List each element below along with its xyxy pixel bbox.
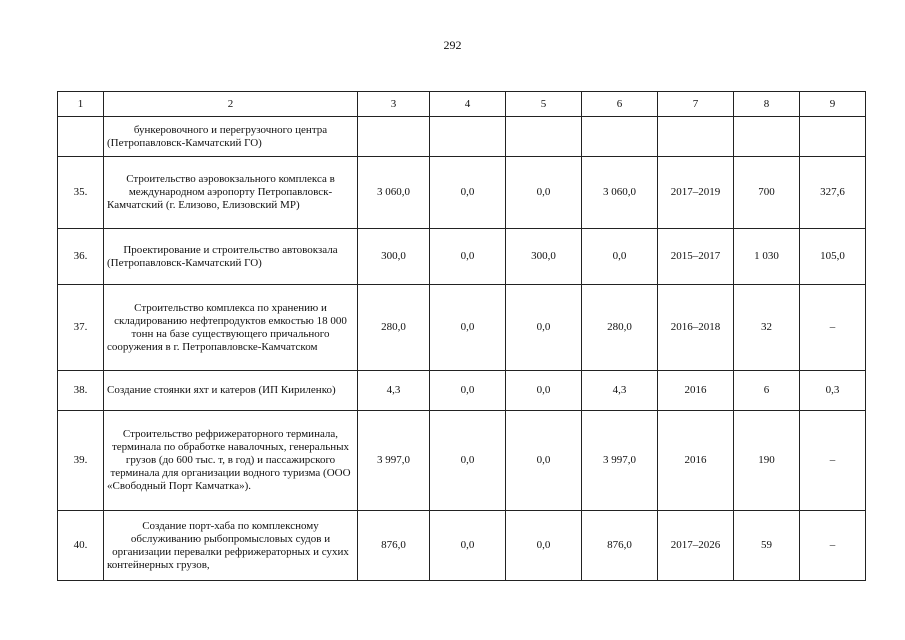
project-description: Создание стоянки яхт и катеров (ИП Кириленко): [104, 371, 358, 411]
header-cell: 1: [58, 92, 104, 117]
cell-col9: –: [800, 511, 866, 581]
cell-col7: 2016: [658, 411, 734, 511]
project-description: Создание порт-хаба по комплексному обслуживанию рыбопромысловых судов и организации перевалки рефрижераторных и сухих контейнерных грузов,: [104, 511, 358, 581]
project-description: Строительство комплекса по хранению и складированию нефтепродуктов емкостью 18 000 тонн на базе существующего причального сооружения в г. Петропавловске-Камчатском: [104, 285, 358, 371]
header-cell: 8: [734, 92, 800, 117]
cell-col6: 4,3: [582, 371, 658, 411]
row-number: 40.: [58, 511, 104, 581]
table-row: [58, 371, 866, 411]
cell-col4: 0,0: [430, 511, 506, 581]
cell-col3: 3 060,0: [358, 157, 430, 229]
cell-col9: 105,0: [800, 229, 866, 285]
row-number: 39.: [58, 411, 104, 511]
table-row: [58, 411, 866, 511]
page-number: 292: [443, 38, 462, 52]
table-row: [58, 285, 866, 371]
header-cell: 3: [358, 92, 430, 117]
cell-col8: 32: [734, 285, 800, 371]
row-number: 36.: [58, 229, 104, 285]
cell-col6: 0,0: [582, 229, 658, 285]
cell-col8: 6: [734, 371, 800, 411]
cell-col7: 2016–2018: [658, 285, 734, 371]
cell-col5: 300,0: [506, 229, 582, 285]
header-cell: 6: [582, 92, 658, 117]
cell-col6: 3 060,0: [582, 157, 658, 229]
cell-col8: [734, 117, 800, 157]
table-row: [58, 157, 866, 229]
row-number: 37.: [58, 285, 104, 371]
cell-col7: 2017–2026: [658, 511, 734, 581]
table-row: [58, 117, 866, 157]
table-row: [58, 229, 866, 285]
cell-col9: –: [800, 285, 866, 371]
cell-col5: 0,0: [506, 371, 582, 411]
cell-col7: [658, 117, 734, 157]
cell-col7: 2017–2019: [658, 157, 734, 229]
cell-col5: [506, 117, 582, 157]
project-description: Строительство аэровокзального комплекса в международном аэропорту Петропавловск-Камчатский (г. Елизово, Елизовский МР): [104, 157, 358, 229]
cell-col4: 0,0: [430, 157, 506, 229]
cell-col4: 0,0: [430, 411, 506, 511]
cell-col8: 700: [734, 157, 800, 229]
cell-col5: 0,0: [506, 285, 582, 371]
cell-col4: 0,0: [430, 371, 506, 411]
projects-table: [57, 91, 866, 581]
cell-col3: [358, 117, 430, 157]
cell-col6: 876,0: [582, 511, 658, 581]
cell-col5: 0,0: [506, 157, 582, 229]
cell-col3: 280,0: [358, 285, 430, 371]
cell-col7: 2016: [658, 371, 734, 411]
cell-col8: 190: [734, 411, 800, 511]
cell-col9: 0,3: [800, 371, 866, 411]
header-cell: 5: [506, 92, 582, 117]
project-description: бункеровочного и перегрузочного центра (Петропавловск-Камчатский ГО): [104, 117, 358, 157]
cell-col6: 280,0: [582, 285, 658, 371]
row-number: 35.: [58, 157, 104, 229]
row-number: [58, 117, 104, 157]
cell-col9: –: [800, 411, 866, 511]
cell-col4: 0,0: [430, 285, 506, 371]
project-description: Строительство рефрижераторного терминала, терминала по обработке навалочных, генеральных грузов (до 600 тыс. т, в год) и пассажирского терминала для организации водного туризма (ООО «Свободный Порт Камчатка»).: [104, 411, 358, 511]
header-cell: 4: [430, 92, 506, 117]
cell-col8: 59: [734, 511, 800, 581]
cell-col3: 300,0: [358, 229, 430, 285]
header-cell: 7: [658, 92, 734, 117]
table-row: [58, 511, 866, 581]
row-number: 38.: [58, 371, 104, 411]
cell-col5: 0,0: [506, 411, 582, 511]
header-cell: 2: [104, 92, 358, 117]
cell-col5: 0,0: [506, 511, 582, 581]
cell-col3: 876,0: [358, 511, 430, 581]
header-cell: 9: [800, 92, 866, 117]
project-description: Проектирование и строительство автовокзала (Петропавловск-Камчатский ГО): [104, 229, 358, 285]
cell-col3: 3 997,0: [358, 411, 430, 511]
cell-col6: [582, 117, 658, 157]
table-header-row: [58, 92, 866, 117]
cell-col8: 1 030: [734, 229, 800, 285]
cell-col7: 2015–2017: [658, 229, 734, 285]
cell-col6: 3 997,0: [582, 411, 658, 511]
cell-col3: 4,3: [358, 371, 430, 411]
cell-col4: 0,0: [430, 229, 506, 285]
cell-col4: [430, 117, 506, 157]
cell-col9: [800, 117, 866, 157]
cell-col9: 327,6: [800, 157, 866, 229]
